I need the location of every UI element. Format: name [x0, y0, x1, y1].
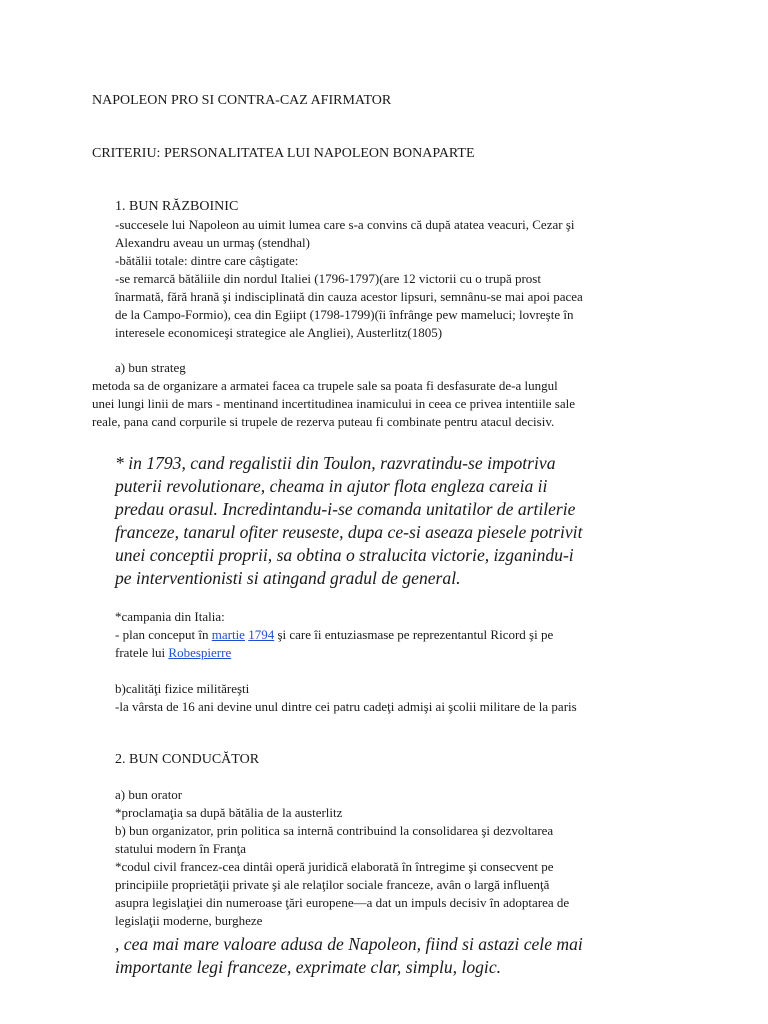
paragraph-line: asupra legislaţiei din numeroase ţări europene—a dat un impuls decisiv în adoptarea de: [115, 895, 570, 910]
subsection-label-strateg: a) bun strateg: [115, 360, 186, 375]
toulon-quote-line: * in 1793, cand regalistii din Toulon, razvratindu-se impotriva: [115, 453, 556, 473]
toulon-quote-line: franceze, tanarul ofiter reuseste, dupa ce-si aseaza piesele potrivit: [115, 522, 583, 542]
toulon-quote-line: pe interventionisti si atingand gradul de general.: [115, 568, 461, 588]
italia-text: şi care îi entuziasmase pe reprezentantul Ricord şi pe: [274, 627, 554, 642]
paragraph-line: -la vârsta de 16 ani devine unul dintre cei patru cadeţi admişi ai şcolii militare de la paris: [115, 699, 577, 714]
paragraph-line: unei lungi linii de mars - mentinand incertitudinea inamicului in ceea ce privea intentiile sale: [92, 396, 575, 411]
paragraph-line: legislaţii moderne, burgheze: [115, 913, 263, 928]
italia-text: fratele lui: [115, 645, 169, 660]
subsection-label-fizice: b)calităţi fizice milităreşti: [115, 681, 250, 696]
toulon-quote-line: predau orasul. Incredintandu-i-se comanda unitatilor de artilerie: [115, 499, 576, 519]
paragraph-line: -se remarcă bătăliile din nordul Italiei (1796-1797)(are 12 victorii cu o trupă prost: [115, 271, 541, 286]
paragraph-line: statului modern în Franţa: [115, 841, 247, 856]
paragraph-line: -succesele lui Napoleon au uimit lumea care s-a convins că după atatea veacuri, Cezar şi: [115, 217, 575, 232]
paragraph-line: înarmată, fără hrană şi indisciplinată din cauza acestor lipsuri, semnânu-se mai apoi pacea: [115, 289, 583, 304]
italia-text: - plan conceput în: [115, 627, 212, 642]
toulon-quote-line: unei conceptii proprii, sa obtina o stralucita victorie, izganindu-i: [115, 545, 574, 565]
paragraph-line: principiile proprietăţii private şi ale relaţilor sociale franceze, avân o largă influenţă: [115, 877, 550, 892]
paragraph-line: interesele economiceşi strategice ale Angliei), Austerlitz(1805): [115, 325, 443, 340]
section-heading-razboinic: 1. BUN RĂZBOINIC: [115, 199, 239, 214]
paragraph-line: Alexandru aveau un urmaş (stendhal): [115, 235, 310, 250]
criterion-heading: CRITERIU: PERSONALITATEA LUI NAPOLEON BONAPARTE: [92, 146, 475, 161]
paragraph-line: b) bun organizator, prin politica sa internă contribuind la consolidarea şi dezvoltarea: [115, 823, 554, 838]
paragraph-line: metoda sa de organizare a armatei facea ca trupele sale sa poata fi desfasurate de-a lungul: [92, 378, 558, 393]
link-1794[interactable]: 1794: [248, 627, 275, 642]
italia-line: [115, 626, 553, 644]
italia-line: [115, 644, 231, 662]
toulon-quote-line: puterii revolutionare, cheama in ajutor flota engleza careia ii: [115, 476, 548, 496]
closing-line: , cea mai mare valoare adusa de Napoleon, fiind si astazi cele mai: [115, 934, 583, 954]
closing-line: importante legi franceze, exprimate clar, simplu, logic.: [115, 957, 502, 977]
link-robespierre[interactable]: Robespierre: [168, 645, 232, 660]
italia-heading: *campania din Italia:: [115, 609, 225, 624]
paragraph-line: *codul civil francez-cea dintâi operă juridică elaborată în întregime şi consecvent pe: [115, 859, 554, 874]
link-martie[interactable]: martie: [211, 627, 245, 642]
paragraph-line: -bătălii totale: dintre care câştigate:: [115, 253, 299, 268]
paragraph-line: a) bun orator: [115, 787, 183, 802]
paragraph-line: de la Campo-Formio), cea din Egiipt (1798-1799)(îi înfrânge pew mameluci; lovreşte în: [115, 307, 574, 322]
paragraph-line: reale, pana cand corpurile si trupele de rezerva puteau fi combinate pentru atacul decisiv.: [92, 414, 555, 429]
paragraph-line: *proclamaţia sa după bătălia de la austerlitz: [115, 805, 343, 820]
document-title: NAPOLEON PRO SI CONTRA-CAZ AFIRMATOR: [92, 93, 392, 108]
section-heading-conducator: 2. BUN CONDUCĂTOR: [115, 752, 260, 767]
